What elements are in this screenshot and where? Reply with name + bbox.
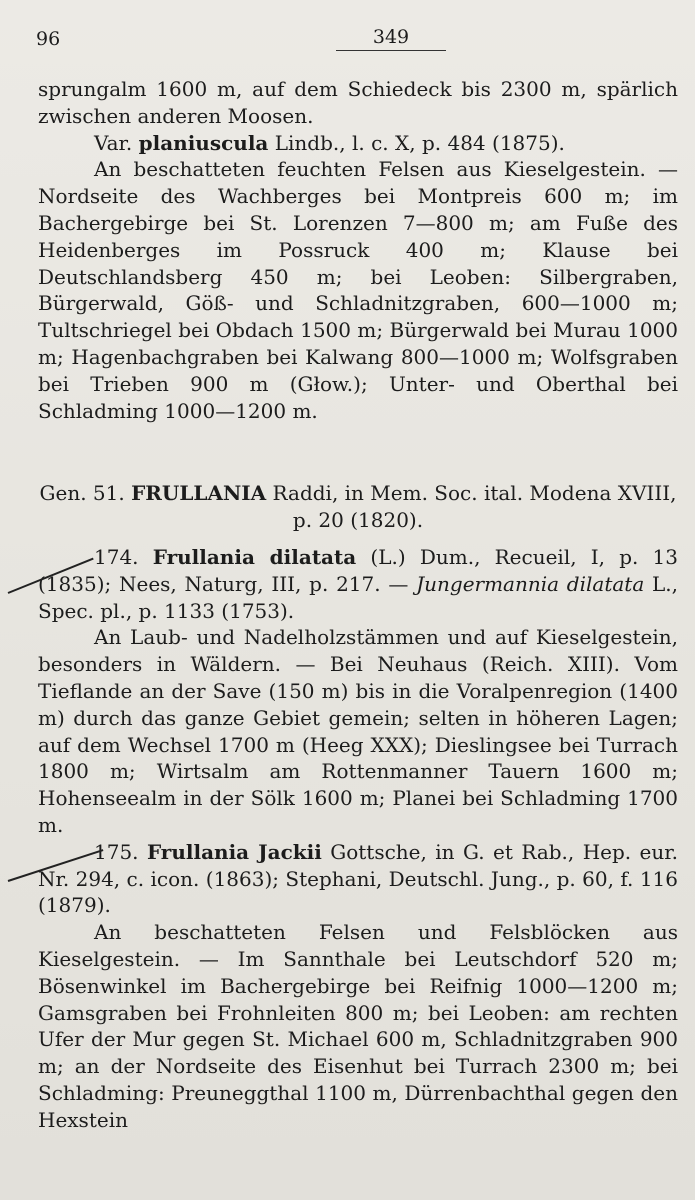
species-175-number: 175. xyxy=(94,839,139,864)
paragraph-continuation: sprungalm 1600 m, auf dem Schiedeck bis 2300 m, spärlich zwischen anderen Moosen. xyxy=(38,77,678,128)
handwritten-page-number: 349 xyxy=(336,26,446,51)
species-174-number: 174. xyxy=(94,544,139,569)
species-174-citation: (L.) Dum., Recueil, I, p. 13 (1835); Nees, Naturg, III, p. 217. — xyxy=(38,544,678,596)
page-header xyxy=(36,28,667,56)
species-174-synonym: Jungermannia dilatata xyxy=(416,571,645,596)
species-174-citation-end: L., Spec. pl., p. 1133 (1753). xyxy=(38,571,678,623)
species-175-citation: Gottsche, in G. et Rab., Hep. eur. Nr. 294, c. icon. (1863); Stephani, Deutschl. Jung., p. 60, f. 116 (1879). xyxy=(38,839,678,918)
genus-citation-line2: p. 20 (1820). xyxy=(292,508,424,533)
variety-name: planiuscula xyxy=(138,130,269,155)
page-body xyxy=(38,76,678,1133)
species-175-localities: An beschatteten Felsen und Felsblöcken aus Kieselgestein. — Im Sannthale bei Leutschdorf 520 m; Bösenwinkel im Bachergebirge bei Reifnig 1000—1200 m; Gamsgraben bei Frohnleiten 800 m; bei Leoben: am rechten Ufer der Mur gegen St. Michael 600 m, Schladnitzgraben 900 m; an der Nordseite des Eisenhut bei Turrach 2300 m; bei Schladming: Preuneggthal 1100 m, Dürrenbachthal gegen den Hexstein xyxy=(38,920,678,1132)
printed-page-number: 96 xyxy=(36,28,61,50)
variety-prefix: Var. xyxy=(94,130,133,155)
variety-citation: Lindb., l. c. X, p. 484 (1875). xyxy=(274,130,565,155)
species-174-name: Frullania dilatata xyxy=(152,544,357,569)
genus-name: FRULLANIA xyxy=(131,481,267,506)
variety-localities: An beschatteten feuchten Felsen aus Kieselgestein. — Nordseite des Wachberges bei Montpreis 600 m; im Bachergebirge bei St. Lorenzen 7—800 m; am Fuße des Heidenberges im Possruck 400 m; Klause bei Deutschlandsberg 450 m; bei Leoben: Silbergraben, Bürgerwald, Göß- und Schladnitzgraben, 600—1000 m; Tultschriegel bei Obdach 1500 m; Bürgerwald bei Murau 1000 m; Hagenbachgraben bei Kalwang 800—1000 m; Wolfsgraben bei Trieben 900 m (Głow.); Unter- und Oberthal bei Schladming 1000—1200 m. xyxy=(38,157,678,423)
genus-heading xyxy=(38,480,678,507)
species-174-localities: An Laub- und Nadelholzstämmen und auf Kieselgestein, besonders in Wäldern. — Bei Neuhaus (Reich. XIII). Vom Tieflande an der Save (150 m) bis in die Voralpenregion (1400 m) durch das ganze Gebiet gemein; selten in höheren Lagen; auf dem Wechsel 1700 m (Heeg XXX); Dieslingsee bei Turrach 1800 m; Wirtsalm am Rottenmanner Tauern 1600 m; Hohenseealm in der Sölk 1600 m; Planei bei Schladming 1700 m. xyxy=(38,625,678,837)
genus-number: Gen. 51. xyxy=(39,481,125,506)
species-174-heading xyxy=(38,544,678,624)
genus-citation: Raddi, in Mem. Soc. ital. Modena XVIII, xyxy=(272,481,677,506)
variety-heading xyxy=(38,130,678,157)
species-175-name: Frullania Jackii xyxy=(146,839,322,864)
species-175-heading xyxy=(38,839,678,919)
